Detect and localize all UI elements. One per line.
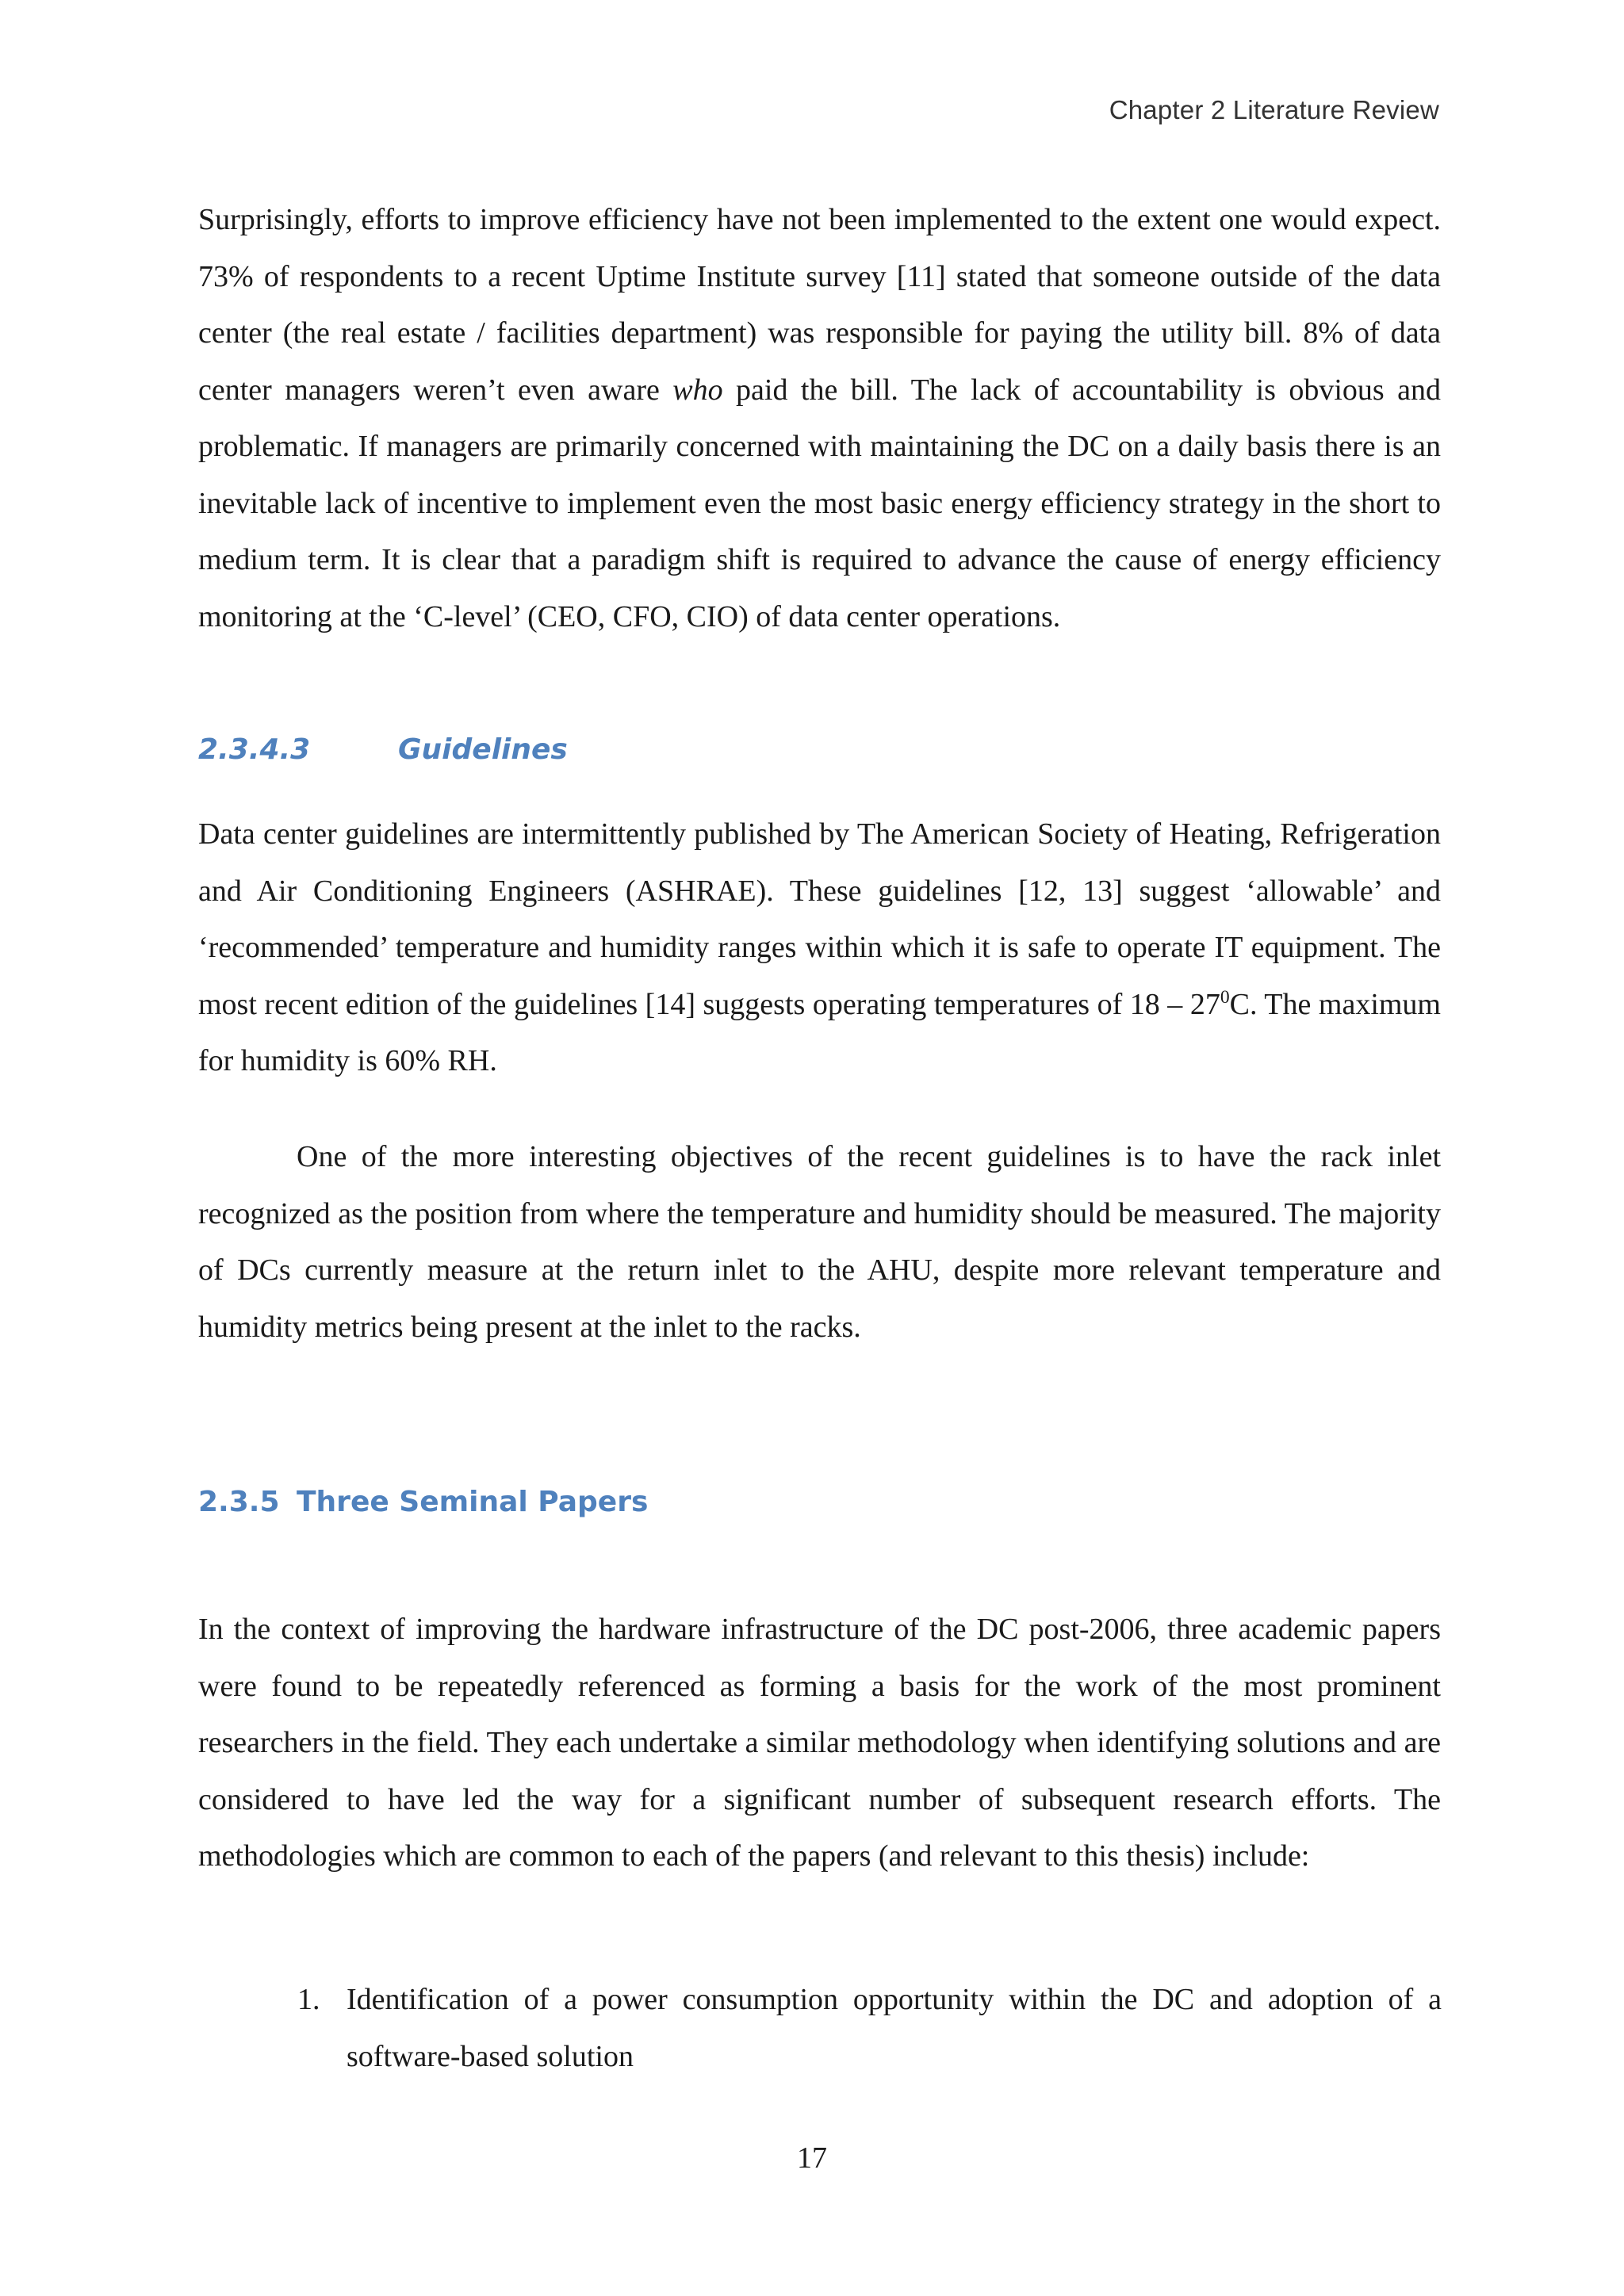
section-title: Three Seminal Papers — [297, 1486, 649, 1518]
list-item — [297, 1972, 1442, 2085]
paragraph-efficiency-efforts — [198, 192, 1441, 645]
section-heading-guidelines — [198, 733, 568, 766]
degree-superscript: 0 — [1220, 986, 1230, 1008]
running-header: Chapter 2 Literature Review — [1109, 95, 1439, 124]
paragraph-text: C. The maximum for humidity is 60% RH. — [198, 987, 1441, 1077]
page-number: 17 — [797, 2141, 827, 2175]
paragraph-text: Data center guidelines are intermittently published by The American Society of Heating, Refrigeration and Air Conditioning Engineers (ASHRAE). These guidelines [12, 13] suggest ‘allowable’ and ‘recommended’ temperature and humidity ranges within which it is safe to operate IT equipment. The most recent edition of the guidelines [14] suggests operating temperatures of 18 – 27 — [198, 817, 1441, 1021]
list-item-number: 1. — [297, 1983, 320, 2016]
paragraph-ashrae-guidelines — [198, 806, 1441, 1090]
paragraph-rack-inlet: One of the more interesting objectives of the recent guidelines is to have the rack inlet recognized as the position from where the temperature and humidity should be measured. The majority of DCs currently measure at the return inlet to the AHU, despite more relevant temperature and humidity metrics being present at the inlet to the racks. — [198, 1140, 1441, 1344]
section-number: 2.3.5 — [198, 1486, 280, 1518]
section-title: Guidelines — [398, 733, 568, 766]
paragraph-seminal-papers: In the context of improving the hardware infrastructure of the DC post-2006, three academic papers were found to be repeatedly referenced as forming a basis for the work of the most prominent researchers in the field. They each undertake a similar methodology when identifying solutions and are considered to have led the way for a significant number of subsequent research efforts. The methodologies which are common to each of the papers (and relevant to this thesis) include: — [198, 1613, 1441, 1873]
list-item-text: Identification of a power consumption opportunity within the DC and adoption of a software-based solution — [347, 1983, 1442, 2073]
section-heading-seminal-papers — [198, 1486, 648, 1518]
paragraph-text: Surprisingly, efforts to improve efficiency have not been implemented to the extent one would expect. 73% of respondents to a recent Uptime Institute survey [11] stated that someone outside of the data center (the real estate / facilities department) was responsible for paying the utility bill. 8% of data center managers weren’t even aware — [198, 203, 1441, 407]
emphasis-who: who — [672, 373, 723, 407]
paragraph-text: paid the bill. The lack of accountability is obvious and problematic. If managers are primarily concerned with maintaining the DC on a daily basis there is an inevitable lack of incentive to implement even the most basic energy efficiency strategy in the short to medium term. It is clear that a paradigm shift is required to advance the cause of energy efficiency monitoring at the ‘C-level’ (CEO, CFO, CIO) of data center operations. — [198, 373, 1441, 633]
section-number: 2.3.4.3 — [198, 733, 311, 766]
